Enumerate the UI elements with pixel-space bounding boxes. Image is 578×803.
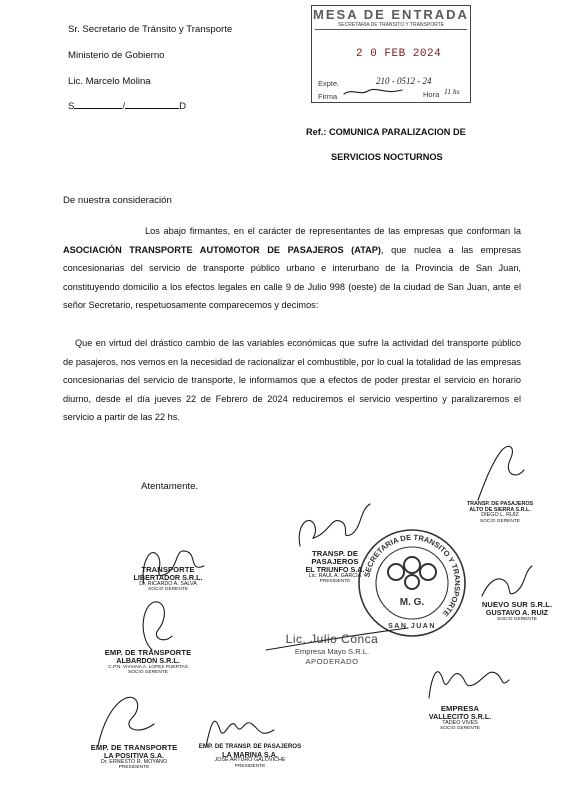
sig-alto-sierra-company: TRANSP. DE PASAJEROS xyxy=(466,501,534,507)
paragraph-intro-end: , que nuclea a las empresas concesionarias del servicio de transporte público urbano e interurbano de la Provincia de San Juan, constituyendo domicilio a los efectos legales en calle 9 de Julio 998 (oeste) de la ciudad de San Juan, ante el señor Secretario, respetuosamente comparecemos y decimos: xyxy=(63,244,521,310)
sig-albardon-company2: ALBARDON S.R.L. xyxy=(116,655,180,665)
sig-valle-name: TADEO VIVES xyxy=(442,719,478,726)
sig-mayo-name: Lic. Julio Conca xyxy=(285,632,379,646)
stamp-subtitle: SECRETARIA DE TRANSITO Y TRANSPORTE xyxy=(315,22,467,30)
sig-marina-company2: LA MARINA S.A. xyxy=(222,749,278,759)
sig-albardon-role: SOCIO GERENTE xyxy=(128,669,168,675)
sig-positiva-name: Dr. ERNESTO R. MOYANO xyxy=(100,758,168,765)
sig-positiva-company: EMP. DE TRANSPORTE xyxy=(90,743,178,752)
reference-line1: Ref.: COMUNICA PARALIZACION DE xyxy=(306,127,466,137)
sig-nuevo-sur-company: NUEVO SUR S.R.L. xyxy=(481,600,553,609)
signature-block-valle xyxy=(408,705,512,731)
sig-triunfo-company: TRANSP. DE PASAJEROS xyxy=(311,549,359,566)
sig-libertador-name: Dr. RICARDO A. SALVA xyxy=(139,580,197,587)
sig-alto-sierra-company2: ALTO DE SIERRA S.R.L. xyxy=(469,506,531,513)
signature-block-positiva xyxy=(82,744,186,770)
addressee-sd-line xyxy=(68,101,198,113)
sig-mayo-role: APODERADO xyxy=(305,656,359,666)
sig-alto-sierra-role: SOCIO GERENTE xyxy=(480,519,520,525)
stamp-hora-label: Hora xyxy=(423,90,440,99)
sig-positiva-company2: LA POSITIVA S.A. xyxy=(103,750,165,760)
sig-valle-role: SOCIO GERENTE xyxy=(440,726,480,732)
sig-triunfo-company2: EL TRIUNFO S.A. xyxy=(305,564,365,574)
sig-albardon-company: EMP. DE TRANSPORTE xyxy=(104,648,192,657)
sig-marina-role: PRESIDENTE xyxy=(234,763,266,769)
signature-block-marina xyxy=(198,744,302,769)
sig-triunfo-role: PRESIDENTE xyxy=(319,579,351,585)
seal-center: M. G. xyxy=(399,597,425,608)
addressee-name: Lic. Marcelo Molina xyxy=(68,76,151,87)
sig-marina-company: EMP. DE TRANSP. DE PASAJEROS xyxy=(198,743,302,750)
sig-valle-company2: VALLECITO S.R.L. xyxy=(428,711,492,721)
signature-nuevo-sur-scribble xyxy=(476,560,536,604)
sig-valle-company: EMPRESA xyxy=(440,704,480,713)
stamp-firma-label: Firma xyxy=(318,92,338,101)
stamp-hora-value: 11 hs xyxy=(444,87,460,96)
sig-mayo-company: Empresa Mayo S.R.L. xyxy=(294,646,370,656)
atap-name: ASOCIACIÓN TRANSPORTE AUTOMOTOR DE PASAJEROS (ATAP) xyxy=(63,244,381,255)
reception-stamp xyxy=(311,5,471,103)
signature-block-libertador xyxy=(122,566,214,592)
addressee-ministry: Ministerio de Gobierno xyxy=(68,50,165,61)
stamp-title: MESA DE ENTRADA xyxy=(313,7,469,22)
sd-s: S xyxy=(68,101,75,112)
stamp-expte-value: 210 - 0512 - 24 xyxy=(376,76,432,86)
signature-block-triunfo xyxy=(290,550,380,584)
paragraph-announcement: Que en virtud del drástico cambio de las variables económicas que sufre la actividad del transporte público de pasajeros, nos vemos en la necesidad de racionalizar el combustible, por lo cual la totalidad de las empresas concesionarias del servicio de transporte, le informamos que a efectos de poder prestar el servicio en horario diurno, desde el día jueves 22 de Febrero de 2024 reduciremos el servicio vespertino y paralizaremos el servicio a partir de las 22 hs. xyxy=(63,338,521,422)
greeting: De nuestra consideración xyxy=(63,195,172,206)
paragraph-intro-start: Los abajo firmantes, en el carácter de representantes de las empresas que conforman la xyxy=(145,226,521,236)
signature-albardon-scribble xyxy=(128,596,178,654)
signature-block-empresa-mayo xyxy=(276,633,388,666)
paragraph-intro xyxy=(63,222,521,315)
closing: Atentamente. xyxy=(141,481,199,492)
sig-marina-name: JOSE ARTURO GALOVICHE xyxy=(214,757,286,764)
sd-slash: / xyxy=(122,101,126,112)
reference-line2: SERVICIOS NOCTURNOS xyxy=(331,152,443,162)
seal-bottom: SAN JUAN xyxy=(388,623,436,630)
sig-albardon-name: C.P.N. VIVIANA A. LOPEZ PUERTAS xyxy=(108,664,188,670)
signature-valle-scribble xyxy=(423,650,513,702)
sig-nuevo-sur-name: GUSTAVO A. RUIZ xyxy=(485,607,549,617)
sig-libertador-company: TRANSPORTE xyxy=(141,565,195,574)
signature-alto-sierra-scribble xyxy=(470,440,530,506)
signature-block-albardon xyxy=(92,649,204,675)
signature-block-nuevo-sur xyxy=(476,601,558,622)
stamp-expte-label: Expte. xyxy=(318,79,340,88)
stamp-firma-scribble xyxy=(342,86,412,98)
sd-d: D xyxy=(179,101,187,112)
sig-alto-sierra-name: DIEGO L. RUIZ xyxy=(481,512,519,519)
sig-triunfo-name: Lic. RAUL A. GARCIA xyxy=(308,572,362,579)
sig-positiva-role: PRESIDENTE xyxy=(118,765,150,771)
sig-libertador-company2: LIBERTADOR S.R.L. xyxy=(133,572,203,582)
signature-positiva-scribble xyxy=(92,690,162,750)
signature-triunfo-scribble xyxy=(290,496,374,556)
stamp-date: 2 0 FEB 2024 xyxy=(356,48,442,60)
sig-nuevo-sur-role: SOCIO GERENTE xyxy=(497,616,537,622)
seal-ring-text: SECRETARIA DE TRANSITO Y TRANSPORTE xyxy=(362,532,463,619)
addressee-title: Sr. Secretario de Tránsito y Transporte xyxy=(68,24,233,35)
signature-block-alto-sierra xyxy=(452,502,548,524)
sig-libertador-role: SOCIO GERENTE xyxy=(148,587,188,593)
